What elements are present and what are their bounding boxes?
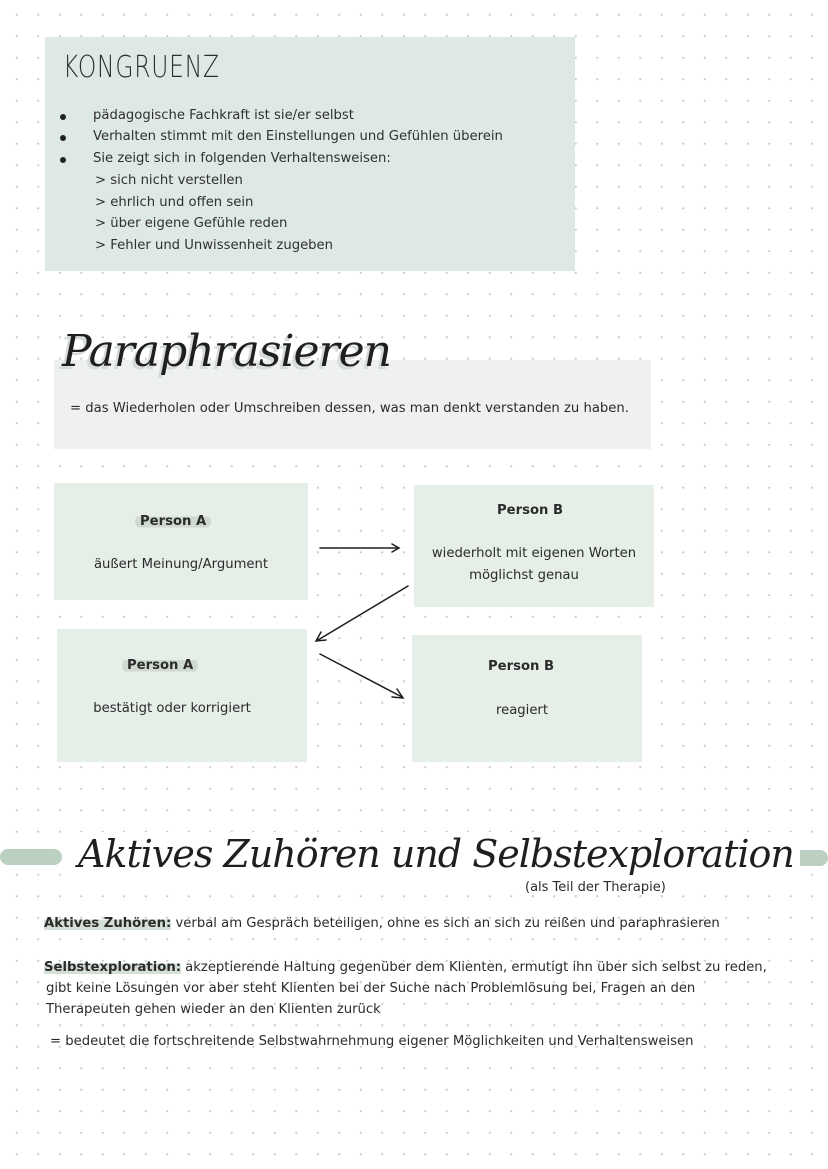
kongruenz-bullet-3: Sie zeigt sich in folgenden Verhaltensweisen: <box>93 151 391 166</box>
selbstexploration-line-1 <box>44 960 767 975</box>
kongruenz-sub-1: > sich nicht verstellen <box>95 173 243 188</box>
paraphrasieren-title: Paraphrasieren <box>62 326 391 377</box>
step-2-text-line1: wiederholt mit eigenen Worten <box>431 546 637 561</box>
arrow-diagonal-back <box>318 586 408 640</box>
kongruenz-sub-2: > ehrlich und offen sein <box>95 195 254 210</box>
decor-stripe-left <box>0 849 62 865</box>
aktives-zuhoeren-title: Aktives Zuhören und Selbstexploration <box>72 832 800 876</box>
step-2-text-line2: möglichst genau <box>469 568 579 583</box>
selbstexploration-line-3: Therapeuten gehen wieder an den Klienten zurück <box>46 1002 381 1017</box>
step-1-text: äußert Meinung/Argument <box>93 557 269 572</box>
aktives-zuhoeren-definition <box>44 916 720 931</box>
aktives-zuhoeren-subtitle: (als Teil der Therapie) <box>525 880 666 895</box>
kongruenz-bullet-1: pädagogische Fachkraft ist sie/er selbst <box>93 108 354 123</box>
step-4-text: reagiert <box>495 703 549 718</box>
kongruenz-bullet-2: Verhalten stimmt mit den Einstellungen und Gefühlen überein <box>93 129 503 144</box>
arrow-diagonal-forward <box>320 654 402 697</box>
selbstexploration-conclusion: = bedeutet die fortschreitende Selbstwahrnehmung eigener Möglichkeiten und Verhaltensweisen <box>50 1034 694 1049</box>
arrow-head-3 <box>392 689 403 698</box>
selbstexploration-term: Selbstexploration: <box>44 960 181 975</box>
step-3-text: bestätigt oder korrigiert <box>93 701 251 716</box>
kongruenz-sub-4: > Fehler und Unwissenheit zugeben <box>95 238 334 253</box>
person-a-label: Person A <box>135 514 211 529</box>
paraphrasieren-definition: = das Wiederholen oder Umschreiben dessen, was man denkt verstanden zu haben. <box>70 401 629 416</box>
selbstexploration-line-2: gibt keine Lösungen vor aber steht Klienten bei der Suche nach Problemlösung bei, Fragen an den <box>46 981 696 996</box>
aktives-zuhoeren-text: verbal am Gespräch beteiligen, ohne es sich an sich zu reißen und paraphrasieren <box>171 916 720 931</box>
selbstexploration-text-1: akzeptierende Haltung gegenüber dem Klienten, ermutigt ihn über sich selbst zu reden, <box>180 960 767 975</box>
person-a-label: Person A <box>122 658 198 673</box>
kongruenz-sub-3: > über eigene Gefühle reden <box>95 216 288 231</box>
aktives-zuhoeren-term: Aktives Zuhören: <box>44 916 172 931</box>
kongruenz-title: KONGRUENZ <box>63 50 220 85</box>
person-b-label: Person B <box>497 503 564 518</box>
person-b-label: Person B <box>488 659 555 674</box>
